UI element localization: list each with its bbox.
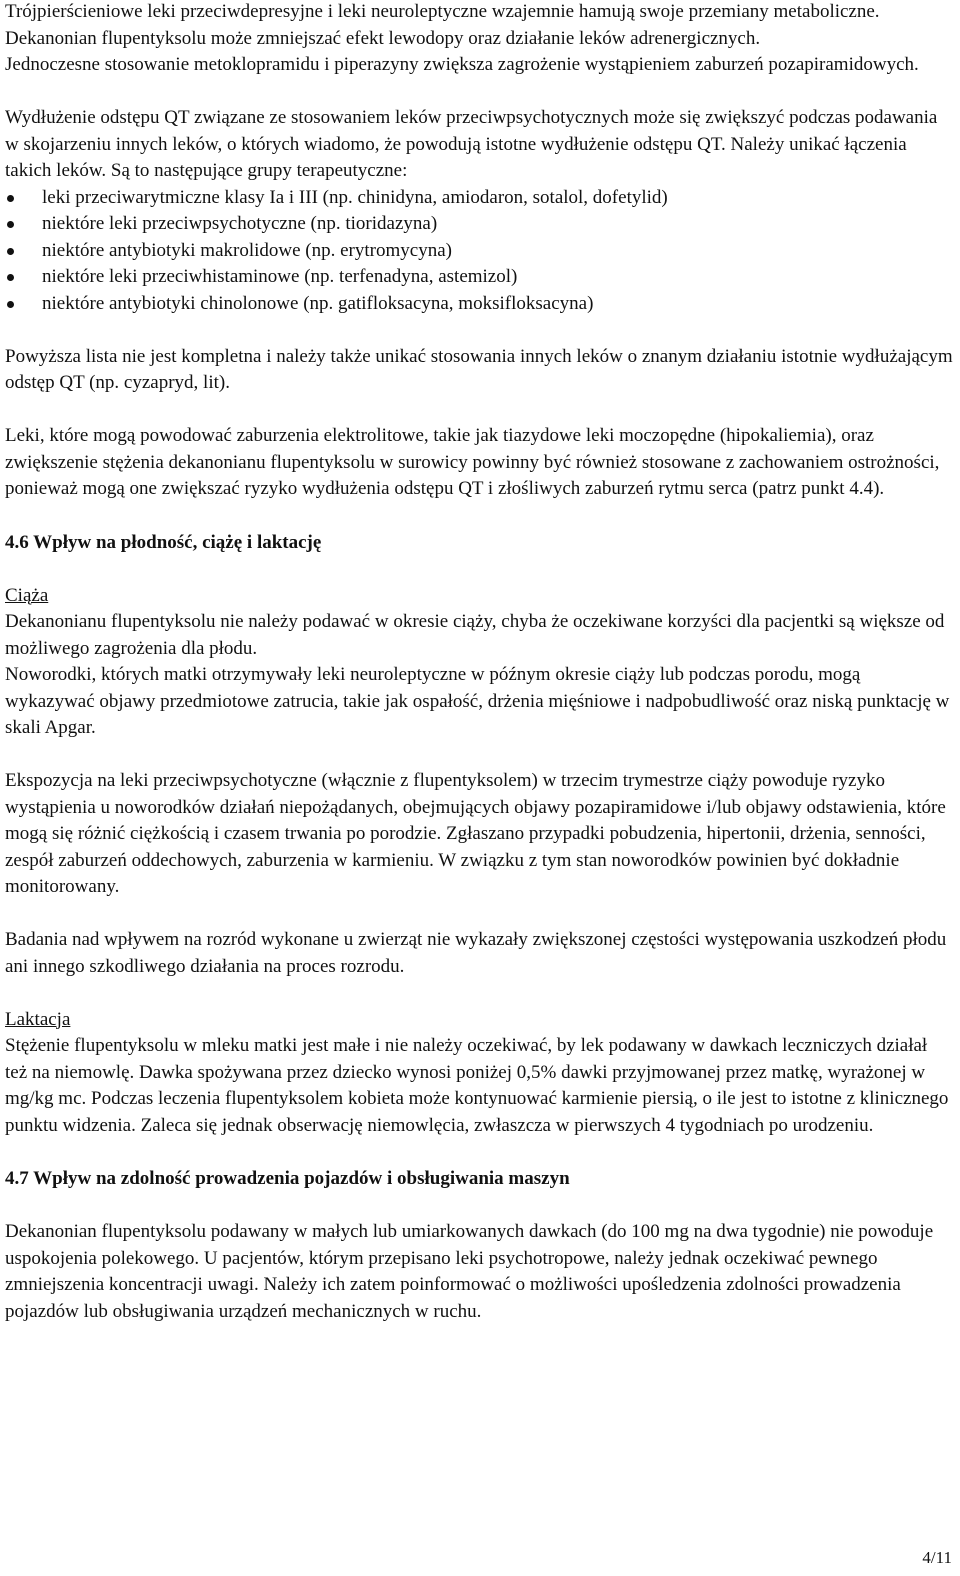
- pregnancy-paragraph: Dekanonianu flupentyksolu nie należy podawać w okresie ciąży, chyba że oczekiwane korzyści dla pacjentki są większe od możliwego zagrożenia dla płodu.: [5, 611, 945, 659]
- subsection-title: Ciąża: [5, 584, 49, 606]
- interaction-paragraph: Jednoczesne stosowanie metoklopramidu i piperazyny zwiększa zagrożenie wystąpieniem zaburzeń pozapiramidowych.: [5, 54, 919, 75]
- section-heading: 4.6 Wpływ na płodność, ciążę i laktację: [5, 531, 322, 553]
- document-page: [5, 0, 953, 1325]
- list-item: niektóre leki przeciwhistaminowe (np. terfenadyna, astemizol): [5, 264, 953, 291]
- list-item: leki przeciwarytmiczne klasy Ia i III (np. chinidyna, amiodaron, sotalol, dofetylid): [5, 185, 953, 212]
- list-item: niektóre leki przeciwpsychotyczne (np. tioridazyna): [5, 211, 953, 238]
- list-item: niektóre antybiotyki chinolonowe (np. gatifloksacyna, moksifloksacyna): [5, 291, 953, 318]
- lactation-paragraph: Stężenie flupentyksolu w mleku matki jest małe i nie należy oczekiwać, by lek podawany w dawkach leczniczych działał też na niemowlę. Dawka spożywana przez dziecko wynosi poniżej 0,5% dawki przyjmowanej przez matkę, wyrażonej w mg/kg mc. Podczas leczenia flupentyksolem kobieta może kontynuować karmienie piersią, o ile jest to istotne z klinicznego punktu widzenia. Zaleca się jednak obserwację niemowlęcia, zwłaszcza w pierwszych 4 tygodniach po urodzeniu.: [5, 1035, 949, 1136]
- drug-group-list: [5, 185, 953, 318]
- interaction-paragraph: Dekanonian flupentyksolu może zmniejszać efekt lewodopy oraz działanie leków adrenergicznych.: [5, 27, 761, 49]
- page-number: 4/11: [922, 1548, 952, 1567]
- interaction-paragraph: Trójpierścieniowe leki przeciwdepresyjne i leki neuroleptyczne wzajemnie hamują swoje przemiany metaboliczne.: [5, 1, 880, 22]
- pregnancy-paragraph: Badania nad wpływem na rozród wykonane u zwierząt nie wykazały zwiększonej częstości występowania uszkodzeń płodu ani innego szkodliwego działania na proces rozrodu.: [5, 929, 947, 977]
- driving-paragraph: Dekanonian flupentyksolu podawany w małych lub umiarkowanych dawkach (do 100 mg na dwa tygodnie) nie powoduje uspokojenia polekowego. U pacjentów, którym przepisano leki psychotropowe, należy jednak oczekiwać pewnego zmniejszenia koncentracji uwagi. Należy ich zatem poinformować o możliwości upośledzenia zdolności prowadzenia pojazdów lub obsługiwania urządzeń mechanicznych w ruchu.: [5, 1221, 934, 1322]
- list-item: niektóre antybiotyki makrolidowe (np. erytromycyna): [5, 238, 953, 265]
- qt-paragraph: Wydłużenie odstępu QT związane ze stosowaniem leków przeciwpsychotycznych może się zwiększyć podczas podawania w skojarzeniu innych leków, o których wiadomo, że powodują istotne wydłużenie odstępu QT. Należy unikać łączenia takich leków. Są to następujące grupy terapeutyczne:: [5, 107, 938, 181]
- pregnancy-paragraph: Ekspozycja na leki przeciwpsychotyczne (włącznie z flupentyksolem) w trzecim trymestrze ciąży powoduje ryzyko wystąpienia u noworodków działań niepożądanych, obejmujących objawy pozapiramidowe i/lub objawy odstawienia, które mogą się różnić ciężkością i czasem trwania po porodzie. Zgłaszano przypadki pobudzenia, hipertonii, drżenia, senności, zespół zaburzeń oddechowych, zaburzenia w karmieniu. W związku z tym stan noworodków powinien być dokładnie monitorowany.: [5, 770, 946, 897]
- pregnancy-paragraph: Noworodki, których matki otrzymywały leki neuroleptyczne w późnym okresie ciąży lub podczas porodu, mogą wykazywać objawy przedmiotowe zatrucia, takie jak ospałość, drżenia mięśniowe i nadpobudliwość oraz niską punktację w skali Apgar.: [5, 664, 950, 738]
- section-heading: 4.7 Wpływ na zdolność prowadzenia pojazdów i obsługiwania maszyn: [5, 1168, 570, 1189]
- qt-paragraph: Leki, które mogą powodować zaburzenia elektrolitowe, takie jak tiazydowe leki moczopędne (hipokaliemia), oraz zwiększenie stężenia dekanonianu flupentyksolu w surowicy powinny być również stosowane z zachowaniem ostrożności, ponieważ mogą one zwiększać ryzyko wydłużenia odstępu QT i złośliwych zaburzeń rytmu serca (patrz punkt 4.4).: [5, 425, 940, 499]
- qt-paragraph: Powyższa lista nie jest kompletna i należy także unikać stosowania innych leków o znanym działaniu istotnie wydłużającym odstęp QT (np. cyzapryd, lit).: [5, 345, 953, 393]
- subsection-title: Laktacja: [5, 1008, 71, 1030]
